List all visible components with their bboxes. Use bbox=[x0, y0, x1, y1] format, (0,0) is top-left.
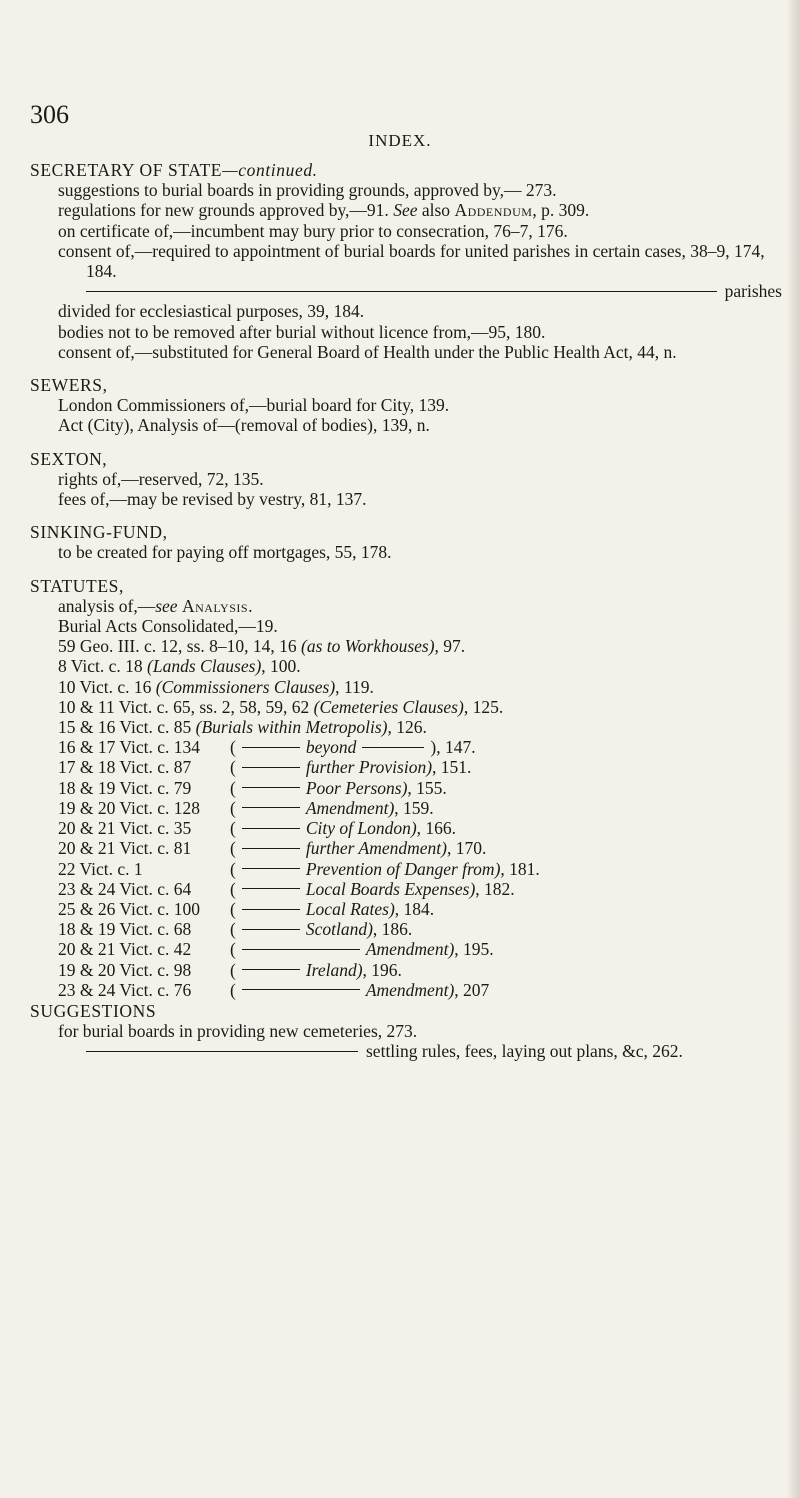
statute-citation: 17 & 18 Vict. c. 87 bbox=[58, 757, 192, 778]
page-reference: , 186. bbox=[372, 919, 413, 940]
statute-title: ( City of London) , 166. bbox=[230, 818, 457, 839]
statute-title: ( Scotland) , 186. bbox=[230, 919, 413, 940]
statute-short-title: beyond bbox=[305, 737, 357, 758]
statute-citation: 23 & 24 Vict. c. 64 bbox=[58, 878, 192, 899]
statute-title: ( further Amendment) , 170. bbox=[230, 838, 487, 859]
running-head: INDEX. bbox=[368, 131, 432, 150]
statute-short-title: Amendment) bbox=[305, 797, 395, 818]
statute-title: ( further Provision) , 151. bbox=[230, 757, 472, 778]
statute-title: ( Amendment) , 207 bbox=[230, 979, 490, 1000]
statute-citation: 20 & 21 Vict. c. 81 bbox=[58, 838, 192, 859]
ditto-rule bbox=[242, 969, 300, 970]
ditto-rule bbox=[86, 291, 717, 292]
index-entry: for burial boards in providing new cemeteries, 273. bbox=[58, 1021, 418, 1042]
ditto-rule bbox=[242, 868, 300, 869]
index-entry: Burial Acts Consolidated,—19. bbox=[58, 616, 278, 637]
statute-row bbox=[58, 737, 782, 757]
index-entry: to be created for paying off mortgages, 55, 178. bbox=[58, 542, 392, 563]
heading-sexton: SEXTON, bbox=[30, 448, 108, 469]
index-entry: 10 Vict. c. 16 (Commissioners Clauses), 119. bbox=[58, 676, 374, 697]
statute-row bbox=[58, 960, 782, 980]
index-entry: analysis of,—see Analysis. bbox=[58, 595, 253, 616]
ditto-rule bbox=[242, 828, 300, 829]
statute-citation: 18 & 19 Vict. c. 68 bbox=[58, 919, 192, 940]
ditto-rule bbox=[242, 767, 300, 768]
statute-title: ( Local Rates) , 184. bbox=[230, 898, 435, 919]
statute-list bbox=[30, 737, 782, 1000]
index-entry: suggestions to burial boards in providing grounds, approved by,— 273. bbox=[58, 180, 557, 201]
statute-citation: 20 & 21 Vict. c. 42 bbox=[58, 939, 192, 960]
ditto-rule bbox=[242, 888, 300, 889]
statute-citation: 25 & 26 Vict. c. 100 bbox=[58, 898, 201, 919]
index-entry: divided for ecclesiastical purposes, 39, 184. bbox=[58, 301, 365, 322]
statute-short-title: Local Boards Expenses) bbox=[305, 878, 476, 899]
ditto-rule bbox=[242, 848, 300, 849]
statute-citation: 18 & 19 Vict. c. 79 bbox=[58, 777, 192, 798]
index-entry: 8 Vict. c. 18 (Lands Clauses), 100. bbox=[58, 656, 301, 677]
page-reference: , 184. bbox=[394, 898, 435, 919]
statute-title: ( Amendment) , 159. bbox=[230, 797, 434, 818]
statute-row bbox=[58, 838, 782, 858]
statute-row bbox=[58, 818, 782, 838]
ditto-entry: settling rules, fees, laying out plans, &c, 262. bbox=[58, 1041, 782, 1061]
index-entry: bodies not to be removed after burial without licence from,—95, 180. bbox=[58, 321, 546, 342]
page-reference: , 170. bbox=[446, 838, 487, 859]
page-reference: , 166. bbox=[416, 818, 457, 839]
statute-row bbox=[58, 798, 782, 818]
page-edge-shadow bbox=[786, 0, 800, 1498]
index-entry: consent of,—required to appointment of burial boards for united parishes in certain cases, 38–9, 174, 184. bbox=[58, 240, 765, 282]
index-entry: 15 & 16 Vict. c. 85 (Burials within Metropolis), 126. bbox=[58, 717, 427, 738]
ditto-rule bbox=[242, 787, 300, 788]
page-reference: , 196. bbox=[362, 959, 402, 980]
statute-title: ( beyond ), 147. bbox=[230, 737, 476, 758]
page-reference: , 155. bbox=[407, 777, 447, 798]
statute-short-title: Local Rates) bbox=[305, 898, 395, 919]
page-reference: , 195. bbox=[454, 939, 494, 960]
page-reference: , 207 bbox=[454, 979, 490, 1000]
statute-title: ( Poor Persons) , 155. bbox=[230, 777, 447, 798]
statute-title: ( Amendment) , 195. bbox=[230, 939, 494, 960]
statute-short-title: Amendment) bbox=[365, 939, 455, 960]
ditto-rule bbox=[242, 949, 360, 950]
index-entry: Act (City), Analysis of—(removal of bodies), 139, n. bbox=[58, 415, 430, 436]
index-entry: fees of,—may be revised by vestry, 81, 137. bbox=[58, 489, 367, 510]
statute-citation: 19 & 20 Vict. c. 98 bbox=[58, 959, 192, 980]
index-entry: London Commissioners of,—burial board for City, 139. bbox=[58, 395, 450, 416]
page-number: 306 bbox=[30, 100, 69, 129]
index-entry: consent of,—substituted for General Board of Health under the Public Health Act, 44, n. bbox=[58, 341, 677, 362]
ditto-rule bbox=[242, 909, 300, 910]
statute-short-title: further Provision) bbox=[305, 757, 433, 778]
statute-citation: 16 & 17 Vict. c. 134 bbox=[58, 737, 201, 758]
heading-sewers: SEWERS, bbox=[30, 375, 108, 396]
heading-secretary-of-state: SECRETARY OF STATE—continued. bbox=[30, 160, 318, 180]
statute-title: ( Prevention of Danger from) , 181. bbox=[230, 858, 540, 879]
statute-short-title: Ireland) bbox=[305, 959, 363, 980]
statute-row bbox=[58, 757, 782, 777]
statute-citation: 19 & 20 Vict. c. 128 bbox=[58, 797, 201, 818]
heading-sinking-fund: SINKING-FUND, bbox=[30, 522, 168, 543]
page-reference: , 151. bbox=[432, 757, 472, 778]
statute-title: ( Ireland) , 196. bbox=[230, 959, 402, 980]
ditto-rule bbox=[242, 807, 300, 808]
heading-suggestions: SUGGESTIONS bbox=[30, 1000, 157, 1021]
statute-short-title: further Amendment) bbox=[305, 838, 447, 859]
statute-citation: 20 & 21 Vict. c. 35 bbox=[58, 818, 192, 839]
page-reference: , 182. bbox=[475, 878, 515, 899]
statute-short-title: Scotland) bbox=[305, 919, 373, 940]
statute-row bbox=[58, 980, 782, 1000]
ditto-entry: parishes bbox=[58, 281, 782, 301]
heading-statutes: STATUTES, bbox=[30, 575, 124, 596]
index-entry: regulations for new grounds approved by,—91. See also Addendum, p. 309. bbox=[58, 200, 590, 221]
page-reference: , 159. bbox=[394, 797, 434, 818]
statute-citation: 22 Vict. c. 1 bbox=[58, 858, 143, 879]
ditto-rule bbox=[242, 929, 300, 930]
index-content bbox=[30, 160, 782, 1062]
statute-row bbox=[58, 859, 782, 879]
ditto-rule bbox=[86, 1051, 358, 1052]
statute-row bbox=[58, 899, 782, 919]
statute-row bbox=[58, 939, 782, 959]
statute-short-title: Prevention of Danger from) bbox=[305, 858, 501, 879]
index-entry: on certificate of,—incumbent may bury prior to consecration, 76–7, 176. bbox=[58, 220, 568, 241]
ditto-rule bbox=[242, 989, 360, 990]
statute-title: ( Local Boards Expenses) , 182. bbox=[230, 878, 515, 899]
statute-row bbox=[58, 778, 782, 798]
index-entry: 59 Geo. III. c. 12, ss. 8–10, 14, 16 (as to Workhouses), 97. bbox=[58, 636, 466, 657]
page-reference: , 181. bbox=[500, 858, 540, 879]
index-entry: rights of,—reserved, 72, 135. bbox=[58, 468, 264, 489]
statute-row bbox=[58, 919, 782, 939]
ditto-rule bbox=[242, 747, 300, 748]
statute-short-title: Poor Persons) bbox=[305, 777, 408, 798]
statute-row bbox=[58, 879, 782, 899]
statute-short-title: Amendment) bbox=[365, 979, 455, 1000]
page-reference: ), 147. bbox=[430, 737, 476, 758]
index-entry: 10 & 11 Vict. c. 65, ss. 2, 58, 59, 62 (Cemeteries Clauses), 125. bbox=[58, 696, 504, 717]
statute-short-title: City of London) bbox=[305, 818, 417, 839]
ditto-rule bbox=[362, 747, 424, 748]
statute-citation: 23 & 24 Vict. c. 76 bbox=[58, 979, 192, 1000]
